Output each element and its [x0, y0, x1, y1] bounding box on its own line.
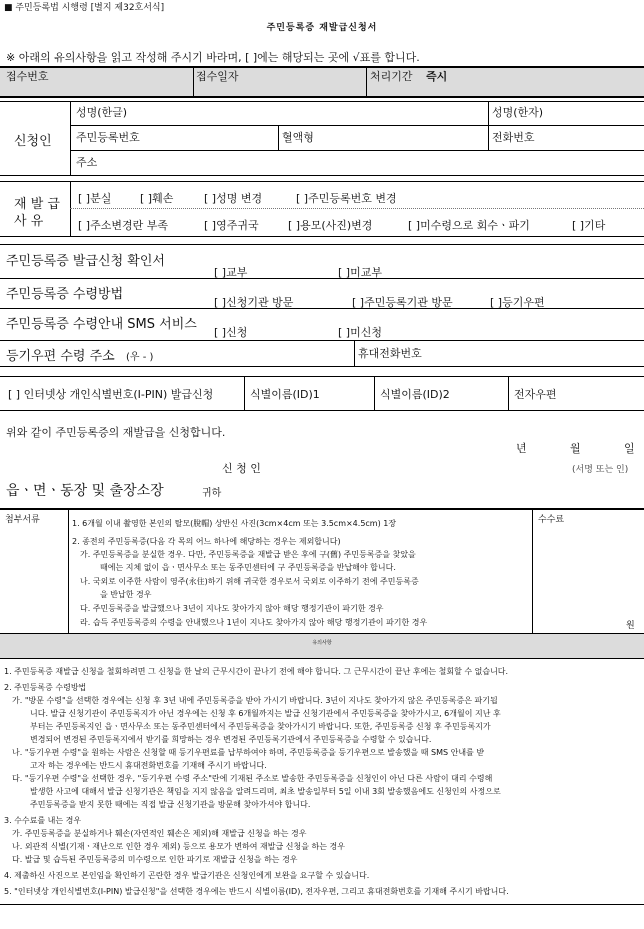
note-2-na-1: 나. "등기우편 수령"을 원하는 사람은 신청할 때 등기우편료를 납부하여야 하며, 주민등록증을 등기우편으로 발송했을 때 SMS 안내를 받 [12, 748, 485, 757]
fee-label: 수수료 [538, 515, 565, 525]
attachment-item-2-ga-cont: 때에는 지체 없이 읍ㆍ면사무소 또는 동주민센터에 구 주민등록증을 반납해야 합니다. [100, 563, 396, 572]
addressee-honorific: 귀하 [202, 488, 222, 499]
applicant-section-label: 신청인 [14, 134, 52, 149]
receive-agency-visit-checkbox[interactable]: [ ]신청기관 방문 [214, 296, 294, 309]
receipt-number-label: 접수번호 [6, 70, 49, 83]
attachment-item-2: 2. 종전의 주민등록증(다음 각 목의 어느 하나에 해당하는 경우는 제외합니다) [72, 537, 341, 546]
issuance-confirm-label: 주민등록증 발급신청 확인서 [6, 254, 165, 269]
receive-method-label: 주민등록증 수령방법 [6, 287, 124, 302]
note-2: 2. 주민등록증 수령방법 [4, 683, 87, 692]
note-3: 3. 수수료를 내는 경우 [4, 816, 82, 825]
reason-return-checkbox[interactable]: [ ]영주귀국 [204, 219, 259, 232]
addressee: 읍ㆍ면ㆍ동장 및 출장소장 [6, 483, 164, 499]
reason-lost-checkbox[interactable]: [ ]분실 [78, 192, 112, 205]
phone-number-field[interactable]: 전화번호 [492, 131, 535, 144]
note-2-ga-2: 니다. 발급 신청기관이 주민등록지가 아닌 경우에는 신청 후 6개월까지는 발급 신청기관에서 주민등록증을 찾아가시고, 6개월이 지난 후 [30, 709, 501, 718]
receive-registration-visit-checkbox[interactable]: [ ]주민등록기관 방문 [352, 296, 453, 309]
receive-mail-checkbox[interactable]: [ ]등기우편 [490, 296, 545, 309]
date-day: 일 [624, 442, 635, 455]
reason-address-space-checkbox[interactable]: [ ]주소변경란 부족 [78, 219, 168, 232]
note-2-ga-1: 가. "방문 수령"을 선택한 경우에는 신청 후 3년 내에 주민등록증을 받아 가시기 바랍니다. 3년이 지나도 찾아가지 않은 주민등록증은 파기됩 [12, 696, 498, 705]
receipt-bar [0, 66, 644, 96]
id2-field[interactable]: 식별이름(ID)2 [380, 388, 450, 401]
note-4: 4. 제출하신 사진으로 본인임을 확인하기 곤란한 경우 발급기관은 신청인에게 보완을 요구할 수 있습니다. [4, 871, 370, 880]
note-5: 5. "인터넷상 개인식별번호(I-PIN) 발급신청"을 선택한 경우에는 반드시 식별이름(ID), 전자우편, 그리고 휴대전화번호를 기재해 주시기 바랍니다. [4, 887, 509, 896]
note-3-da: 다. 발급 및 습득된 주민등록증의 미수령으로 인한 파기로 재발급 신청을 하는 경우 [12, 855, 298, 864]
note-2-na-2: 고자 하는 경우에는 반드시 휴대전화번호를 기재해 주시기 바랍니다. [30, 761, 267, 770]
mobile-phone-field[interactable]: 휴대전화번호 [358, 347, 422, 360]
note-2-da-1: 다. "등기우편 수령"을 선택한 경우, "등기우편 수령 주소"란에 기재된 주소로 발송한 주민등록증을 신청인이 아닌 다른 사람이 대리 수령해 [12, 774, 493, 783]
reason-rrn-change-checkbox[interactable]: [ ]주민등록번호 변경 [296, 192, 397, 205]
signer-label: 신 청 인 [222, 462, 261, 475]
instruction-text: ※ 아래의 유의사항을 읽고 작성해 주시기 바라며, [ ]에는 해당되는 곳에 √표를 합니다. [6, 51, 420, 64]
attachments-label: 첨부서류 [5, 515, 40, 525]
note-2-ga-4: 변경되어 변경된 주민등록지에서 받기를 희망하는 경우 변경된 주민등록기관에서 주민등록증을 수령할 수 있습니다. [30, 735, 432, 744]
confirm-issued-checkbox[interactable]: [ ]교부 [214, 266, 248, 279]
sms-apply-checkbox[interactable]: [ ]신청 [214, 326, 248, 339]
attachment-item-2-da: 다. 주민등록증을 발급했으나 3년이 지나도 찾아가지 않아 해당 행정기관이 파기한 경우 [80, 604, 384, 613]
reason-label-line1: 재 발 급 [14, 197, 60, 212]
sms-decline-checkbox[interactable]: [ ]미신청 [338, 326, 382, 339]
id1-field[interactable]: 식별이름(ID)1 [250, 388, 320, 401]
attachment-item-2-ra: 라. 습득 주민등록증의 수령을 안내했으나 1년이 지나도 찾아가지 않아 해당 행정기관이 파기한 경우 [80, 618, 428, 627]
mail-address-label: 등기우편 수령 주소 [6, 349, 115, 364]
attachment-item-2-ga: 가. 주민등록증을 분실한 경우. 다만, 주민등록증을 재발급 받은 후에 구(舊) 주민등록증을 찾았을 [80, 550, 416, 559]
name-korean-field[interactable]: 성명(한글) [76, 106, 128, 119]
name-hanja-field[interactable]: 성명(한자) [492, 106, 544, 119]
sms-service-label: 주민등록증 수령안내 SMS 서비스 [6, 317, 197, 332]
declaration-text: 위와 같이 주민등록증의 재발급을 신청합니다. [6, 426, 226, 439]
reason-name-change-checkbox[interactable]: [ ]성명 변경 [204, 192, 263, 205]
attachment-item-2-na-cont: 을 반납한 경우 [100, 590, 152, 599]
email-field[interactable]: 전자우편 [514, 388, 557, 401]
ipin-request-checkbox[interactable]: [ ] 인터넷상 개인식별번호(I-PIN) 발급신청 [8, 388, 214, 401]
signature-field[interactable]: (서명 또는 인) [572, 465, 629, 475]
reason-damaged-checkbox[interactable]: [ ]훼손 [140, 192, 174, 205]
confirm-not-issued-checkbox[interactable]: [ ]미교부 [338, 266, 382, 279]
page-title: 주민등록증 재발급신청서 [266, 23, 378, 33]
reason-photo-change-checkbox[interactable]: [ ]용모(사진)변경 [288, 219, 373, 232]
reason-unclaimed-checkbox[interactable]: [ ]미수령으로 회수ㆍ파기 [408, 219, 530, 232]
form-reference: ■ 주민등록법 시행령 [별지 제32호서식] [4, 3, 165, 13]
processing-period-label: 처리기간 [370, 70, 413, 83]
reason-label-line2: 사 유 [14, 214, 44, 229]
blood-type-field[interactable]: 혈액형 [282, 131, 314, 144]
resident-number-field[interactable]: 주민등록번호 [76, 131, 140, 144]
notes-header: 유의사항 [312, 640, 332, 646]
receipt-date-label: 접수일자 [196, 70, 239, 83]
notes-header-bar [0, 634, 644, 658]
note-1: 1. 주민등록증 재발급 신청을 철회하려면 그 신청을 한 날의 근무시간이 끝나기 전에 해야 합니다. 그 근무시간이 끝난 후에는 철회할 수 없습니다. [4, 667, 509, 676]
note-2-ga-3: 부터는 주민등록지인 읍ㆍ면사무소 또는 동주민센터에서 주민등록증을 찾아가시기 바랍니다. 또한, 주민등록증 신청 후 주민등록지가 [30, 722, 491, 731]
postal-code-field[interactable]: (우 - ) [126, 352, 154, 363]
reason-other-checkbox[interactable]: [ ]기타 [572, 219, 606, 232]
date-year: 년 [516, 442, 527, 455]
attachment-item-2-na: 나. 국외로 이주한 사람이 영주(永住)하기 위해 귀국한 경우로서 국외로 이주하기 전에 주민등록증 [80, 577, 419, 586]
note-2-da-2: 발생한 사고에 대해서 발급 신청기관은 책임을 지지 않음을 알려드리며, 최초 발송일부터 5일 이내 3회 발송했음에도 신청인의 사정으로 [30, 787, 501, 796]
note-3-ga: 가. 주민등록증을 분실하거나 훼손(자연적인 훼손은 제외)해 재발급 신청을 하는 경우 [12, 829, 307, 838]
note-2-da-3: 주민등록증을 받지 못한 때에는 직접 발급 신청기관을 방문해 찾아가셔야 합니다. [30, 800, 311, 809]
address-field[interactable]: 주소 [76, 156, 98, 169]
date-month: 월 [570, 442, 581, 455]
fee-unit: 원 [626, 621, 635, 631]
note-3-na: 나. 외관적 식별(기재ㆍ재난으로 인한 경우 제외) 등으로 용모가 변하여 재발급 신청을 하는 경우 [12, 842, 345, 851]
attachment-item-1: 1. 6개월 이내 촬영한 본인의 탈모(脫帽) 상반신 사진(3cm×4cm 또는 3.5cm×4.5cm) 1장 [72, 519, 397, 528]
processing-period-value: 즉시 [426, 70, 448, 83]
